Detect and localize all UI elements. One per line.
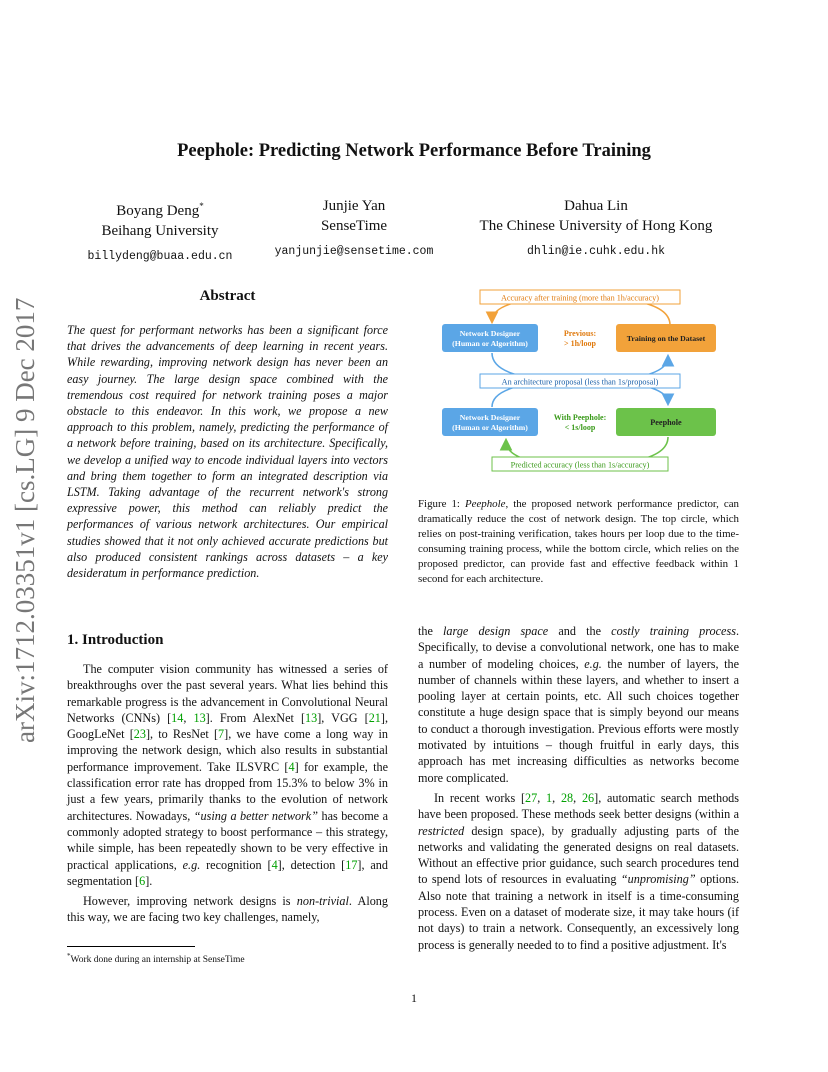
author-footnote-mark: * — [199, 201, 204, 211]
citation-link[interactable]: 26 — [581, 790, 595, 805]
previous-label: Previous: — [563, 329, 597, 338]
page-number: 1 — [411, 991, 417, 1005]
abstract-text: The quest for performant networks has been a significant force that drives the advancements of deep learning in recent years. While rewarding, improving network design has never been an easy journey. The large design space combined with the tremendous cost required for network training poses a major obstacle to this endeavor. In this work, we propose a new approach to this problem, namely, predicting the performance of a network before training, based on its architecture. Specifically, we develop a unified way to encode individual layers into vectors and bring them together to form an integrated description via LSTM. Taking advantage of the recurrent network's strong expressive power, this method can reliably predict the performances of various network architectures. Our empirical studies showed that it not only achieved accurate predictions but also produced consistent rankings across datasets – a key desideratum in performance prediction. — [67, 323, 388, 581]
footnote-rule — [67, 946, 195, 947]
citation-link[interactable]: 21 — [368, 710, 381, 725]
citation-link[interactable]: 17 — [345, 857, 358, 872]
author-affiliation: SenseTime — [320, 218, 388, 234]
figure-1-caption — [418, 497, 739, 586]
footnote-text: Work done during an internship at SenseTime — [70, 955, 245, 966]
footnote-mark: * — [67, 952, 71, 960]
abstract-heading: Abstract — [199, 288, 256, 304]
right-column — [418, 623, 739, 953]
citation-link[interactable]: 1 — [546, 790, 553, 805]
citation-link[interactable]: 13 — [193, 710, 206, 725]
predicted-accuracy-label: Predicted accuracy (less than 1s/accuracy) — [510, 460, 650, 470]
intro-paragraph-1: The computer vision community has witnessed a series of breakthroughs over the past several years. What lies behind this remarkable progress is the advancement in Convolutional Neural Networks (CNNs) [14, 13]. From AlexNet [13], VGG [21], GoogLeNet [23], to ResNet [7], we have come a long way in improving the network design, which also results in substantial performance improvement. Take ILSVRC [4] for example, the classification error rate has dropped from 15.3% to below 3% in just a few years, primarily thanks to the evolution of network architectures. Nowadays, “using a better network” has become a commonly adopted strategy to boost performance – this strategy, while simple, has been repeatedly shown to be very effective in practical applications, e.g. recognition [4], detection [17], and segmentation [6]. — [67, 662, 388, 888]
author-email: billydeng@buaa.edu.cn — [87, 250, 233, 263]
intro-paragraph-2: However, improving network designs is non-trivial. Along this way, we are facing two key challenges, namely, — [67, 894, 388, 925]
author-name: Junjie Yan — [322, 198, 386, 214]
author-block-2 — [264, 196, 444, 262]
author-affiliation: The Chinese University of Hong Kong — [479, 218, 713, 234]
citation-link[interactable]: 23 — [133, 727, 146, 742]
designer-label: Network Designer — [459, 413, 521, 422]
with-peephole-label: With Peephole: — [553, 413, 607, 422]
citation-link[interactable]: 28 — [560, 790, 574, 805]
designer-sublabel: (Human or Algorithm) — [452, 423, 528, 432]
section-heading: 1. Introduction — [67, 632, 164, 648]
caption-italic: Peephole — [464, 498, 506, 510]
citation-link[interactable]: 14 — [171, 710, 184, 725]
author-block-1 — [80, 196, 240, 267]
author-block-3 — [466, 196, 726, 262]
training-label: Training on the Dataset — [626, 334, 706, 343]
caption-prefix: Figure 1: — [418, 498, 465, 510]
citation-link[interactable]: 4 — [271, 857, 278, 872]
caption-text: , the proposed network performance predictor, can dramatically reduce the cost of network design. The top circle, which relies on post-training verification, takes hours per loop due to the time-consuming training process, while the bottom circle, which relies on the proposed predictor, can provide fast and effective feedback within 1 second for each architecture. — [418, 498, 739, 585]
peephole-label: Peephole — [650, 418, 682, 427]
figure-1-diagram — [440, 285, 720, 480]
designer-sublabel: (Human or Algorithm) — [452, 339, 528, 348]
with-peephole-time: < 1s/loop — [564, 423, 596, 432]
author-email: yanjunjie@sensetime.com — [274, 245, 434, 258]
paper-title: Peephole: Predicting Network Performance Before Training — [177, 141, 651, 161]
citation-link[interactable]: 13 — [305, 710, 318, 725]
author-email: dhlin@ie.cuhk.edu.hk — [526, 245, 666, 258]
citation-link[interactable]: 27 — [525, 790, 538, 805]
top-feedback-label: Accuracy after training (more than 1h/accuracy) — [501, 293, 659, 303]
designer-label: Network Designer — [459, 329, 521, 338]
footnote — [67, 952, 245, 965]
arxiv-stamp: arXiv:1712.03351v1 [cs.LG] 9 Dec 2017 — [10, 297, 40, 743]
previous-time: > 1h/loop — [564, 339, 596, 348]
left-column — [67, 661, 388, 926]
intro-paragraph-4: In recent works [27, 1, 28, 26], automatic search methods have been proposed. These methods seek better designs (within a restricted design space), by gradually adjusting parts of the networks and validating the generated designs on real datasets. Without an effective prior guidance, such search procedures tend to spend lots of resources in evaluating “unpromising” options. Also note that training a network in itself is a time-consuming process. Even on a dataset of moderate size, it may take hours (if not days) to train a network. Consequently, an excessively long process is generally needed to to find a positive adjustment. It's — [418, 790, 740, 952]
intro-paragraph-3: the large design space and the costly training process. Specifically, to devise a convolutional network, one has to make a number of modeling choices, e.g. the number of layers, the number of channels within these layers, and whether to insert a pooling layer at certain points, etc. All such choices together constitute a huge design space that is simply beyond our means to conduct a thorough investigation. Previous efforts were mostly motivated by intuitions – though fruitful in early days, this approach has met increasing difficulties as networks become more complicated. — [418, 624, 739, 785]
citation-link[interactable]: 7 — [218, 727, 225, 742]
proposal-label: An architecture proposal (less than 1s/proposal) — [501, 377, 659, 387]
author-affiliation: Beihang University — [101, 223, 219, 239]
citation-link[interactable]: 4 — [288, 759, 295, 774]
author-name: Dahua Lin — [564, 198, 628, 214]
author-name: Boyang Deng — [116, 203, 200, 219]
citation-link[interactable]: 6 — [139, 873, 146, 888]
